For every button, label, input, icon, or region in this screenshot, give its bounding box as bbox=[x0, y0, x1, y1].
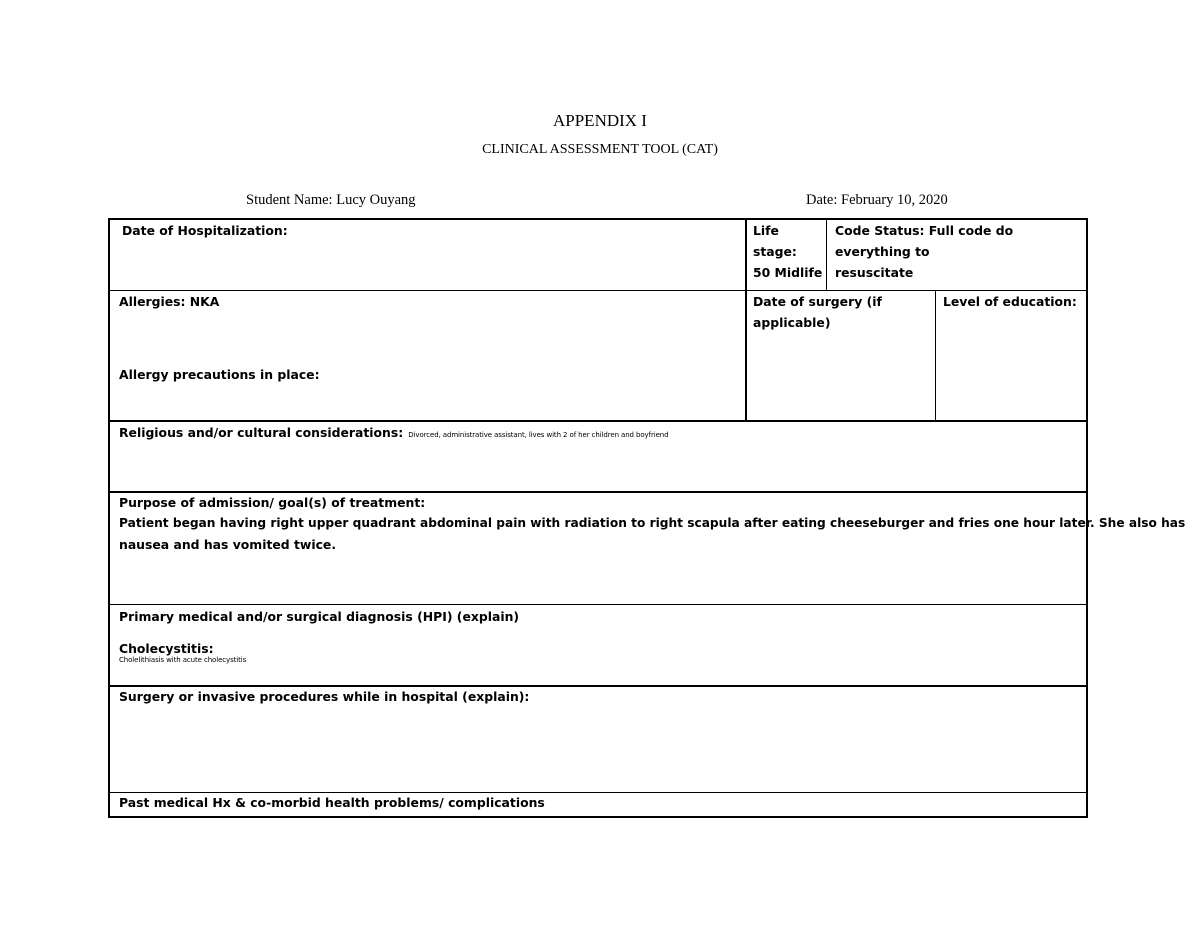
surgery-procedures-label: Surgery or invasive procedures while in hospital (explain): bbox=[119, 689, 530, 704]
row-divider bbox=[110, 290, 1086, 291]
form-date: Date: February 10, 2020 bbox=[806, 192, 948, 208]
diagnosis-detail: Cholelithiasis with acute cholecystitis bbox=[119, 656, 247, 664]
religious-considerations-cell bbox=[119, 422, 1079, 443]
row-divider bbox=[110, 604, 1086, 605]
purpose-label: Purpose of admission/ goal(s) of treatment: bbox=[119, 495, 426, 510]
diagnosis-value: Cholecystitis: bbox=[119, 641, 214, 656]
life-stage-value: 50 Midlife bbox=[753, 265, 823, 280]
past-medical-label: Past medical Hx & co-morbid health problems/ complications bbox=[119, 795, 545, 810]
page-subtitle: CLINICAL ASSESSMENT TOOL (CAT) bbox=[482, 142, 718, 157]
assessment-form bbox=[108, 218, 1186, 818]
page-title: APPENDIX I bbox=[553, 111, 647, 130]
purpose-of-admission-cell bbox=[119, 492, 1186, 555]
allergy-precautions-label: Allergy precautions in place: bbox=[119, 367, 320, 382]
level-of-education-label: Level of education: bbox=[943, 294, 1077, 309]
code-status-line-2: resuscitate bbox=[835, 265, 914, 280]
religious-label: Religious and/or cultural considerations: bbox=[119, 425, 404, 440]
column-divider bbox=[745, 220, 747, 421]
date-of-surgery-line-2: applicable) bbox=[753, 315, 831, 330]
date-of-surgery-cell bbox=[753, 291, 933, 333]
life-stage-cell bbox=[753, 220, 825, 283]
diagnosis-label: Primary medical and/or surgical diagnosis (HPI) (explain) bbox=[119, 609, 520, 624]
diagnosis-cell bbox=[119, 606, 1079, 665]
code-status-cell bbox=[835, 220, 1085, 283]
column-divider bbox=[935, 291, 936, 421]
purpose-line-1: Patient began having right upper quadrant abdominal pain with radiation to right scapula after eating cheeseburger and fries one hour later. She also has bbox=[119, 516, 1186, 530]
life-stage-label: Life stage: bbox=[753, 223, 797, 259]
student-name: Student Name: Lucy Ouyang bbox=[246, 192, 416, 208]
date-of-hospitalization-label: Date of Hospitalization: bbox=[122, 223, 288, 238]
purpose-line-2: nausea and has vomited twice. bbox=[119, 537, 337, 552]
date-of-surgery-line-1: Date of surgery (if bbox=[753, 294, 882, 309]
code-status-line-1: Code Status: Full code do everything to bbox=[835, 223, 1014, 259]
religious-value: Divorced, administrative assistant, lives with 2 of her children and boyfriend bbox=[408, 431, 669, 439]
column-divider bbox=[826, 220, 827, 291]
allergies-label: Allergies: NKA bbox=[119, 294, 220, 309]
